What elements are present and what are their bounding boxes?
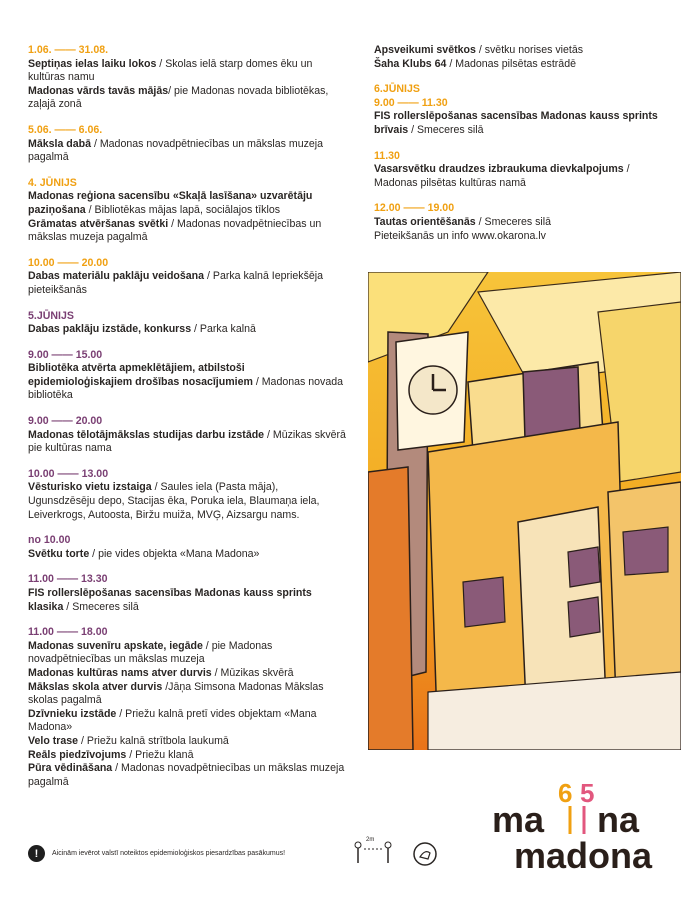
event-block bbox=[28, 124, 348, 165]
event-item bbox=[374, 216, 664, 230]
event-block bbox=[374, 44, 664, 71]
event-item bbox=[28, 640, 348, 667]
event-block bbox=[28, 257, 348, 298]
event-title: Madonas kultūras nams atver durvis bbox=[28, 666, 212, 679]
event-location: / Priežu klanā bbox=[126, 748, 194, 761]
event-location: / Smeceres silā bbox=[475, 215, 552, 228]
event-block bbox=[28, 573, 348, 614]
event-title: Mākslas skola atver durvis bbox=[28, 680, 163, 693]
event-item bbox=[28, 190, 348, 217]
event-location: / Skolas ielā starp domes ēku un kultūras namu bbox=[28, 57, 313, 84]
event-block bbox=[28, 415, 348, 456]
event-item bbox=[28, 138, 348, 165]
town-illustration bbox=[368, 272, 681, 750]
event-title: FIS rollerslēpošanas sacensības Madonas kauss sprints klasika bbox=[28, 587, 312, 613]
event-item bbox=[374, 58, 664, 72]
event-item bbox=[28, 587, 348, 614]
event-block bbox=[28, 349, 348, 403]
event-title: Tautas orientēšanās bbox=[374, 215, 476, 228]
event-location: / Madonas novadpētniecības un mākslas muzeja pagalmā bbox=[28, 137, 324, 164]
event-item bbox=[28, 429, 348, 456]
event-location: Pieteikšanās un info www.okarona.lv bbox=[374, 229, 546, 242]
event-time: 6.JŪNIJS bbox=[374, 83, 420, 96]
event-title: Madonas vārds tavās mājās bbox=[28, 84, 169, 97]
svg-text:6: 6 bbox=[558, 778, 573, 808]
event-title: Grāmatas atvēršanas svētki bbox=[28, 217, 169, 230]
svg-text:madona: madona bbox=[514, 835, 653, 872]
event-time: no 10.00 bbox=[28, 534, 71, 547]
event-location: / pie Madonas novada bibliotēkas, zaļajā zonā bbox=[28, 84, 329, 111]
event-title: FIS rollerslēpošanas sacensības Madonas kauss sprints brīvais bbox=[374, 110, 658, 136]
event-location: / Madonas novada bibliotēka bbox=[28, 375, 344, 402]
event-block bbox=[28, 626, 348, 789]
event-title: Dabas paklāju izstāde, konkurss bbox=[28, 323, 192, 336]
event-block bbox=[374, 150, 664, 191]
social-distance-icon bbox=[352, 833, 396, 872]
event-time: 10.00 —— 20.00 bbox=[28, 256, 109, 269]
event-time: 5.JŪNIJS bbox=[28, 309, 74, 322]
svg-text:5: 5 bbox=[580, 778, 595, 808]
event-title: Bibliotēka atvērta apmeklētājiem, atbilstoši epidemioloģiskajiem drošības nosacījumiem bbox=[28, 362, 253, 388]
event-time: 11.30 bbox=[374, 149, 400, 162]
event-title: Svētku torte bbox=[28, 547, 90, 560]
event-location: / Parka kalnā bbox=[191, 323, 256, 336]
event-item bbox=[28, 323, 348, 337]
svg-text:na: na bbox=[597, 799, 640, 840]
exclamation-icon: ! bbox=[28, 845, 45, 862]
event-item bbox=[28, 667, 348, 681]
event-location: / Madonas pilsētas kultūras namā bbox=[374, 163, 630, 189]
event-time: 9.00 —— 15.00 bbox=[28, 348, 103, 361]
event-title: Pūra vēdināšana bbox=[28, 762, 113, 775]
event-location: / Parka kalnā Iepriekšēja pieteikšanās bbox=[28, 270, 324, 296]
event-item bbox=[28, 362, 348, 403]
event-time: 11.00 —— 13.30 bbox=[28, 573, 108, 586]
event-item bbox=[28, 270, 348, 297]
event-location: / pie Madonas novadpētniecības un mākslas muzeja bbox=[28, 639, 273, 666]
event-location: / Priežu kalnā strītbola laukumā bbox=[78, 734, 229, 747]
event-item bbox=[28, 218, 348, 245]
event-location: / Saules iela (Pasta māja), Ugunsdzēsēju depo, Stacijas ēka, Poruka iela, Blaumaņa iela, Leiverkrogs, Autoosta, Biržu muiža, MVĢ, Aizsargu nams. bbox=[28, 481, 320, 521]
mana-madona-logo bbox=[492, 772, 672, 872]
event-item bbox=[374, 163, 664, 190]
event-item bbox=[28, 58, 348, 85]
event-item bbox=[374, 110, 664, 137]
event-title: Vēsturisko vietu izstaiga bbox=[28, 481, 152, 494]
event-title: Šaha Klubs 64 bbox=[374, 57, 447, 70]
event-item bbox=[28, 749, 348, 763]
event-time: 12.00 —— 19.00 bbox=[374, 202, 455, 215]
event-item bbox=[28, 681, 348, 708]
distance-label: 2m bbox=[366, 837, 375, 843]
event-location: / Mūzikas skvērā pie kultūras nama bbox=[28, 428, 346, 455]
event-location: / Priežu kalnā pretī vides objektam «Mana Madona» bbox=[28, 707, 317, 734]
event-location: / pie vides objekta «Mana Madona» bbox=[89, 547, 260, 560]
notice-text: Aicinām ievērot valstī noteiktos epidemioloģiskos piesardzības pasākumus! bbox=[52, 850, 286, 857]
right-column bbox=[374, 44, 664, 255]
event-title: Velo trase bbox=[28, 734, 79, 747]
event-location: /Jāņa Simsona Madonas Mākslas skolas pagalmā bbox=[28, 680, 324, 707]
event-item bbox=[28, 85, 348, 112]
event-item bbox=[374, 44, 664, 58]
event-title: Septiņas ielas laiku lokos bbox=[28, 57, 157, 70]
event-block bbox=[28, 310, 348, 337]
event-block bbox=[28, 177, 348, 245]
event-location: / svētku norises vietās bbox=[475, 44, 584, 56]
event-block bbox=[374, 83, 664, 137]
event-location: / Madonas pilsētas estrādē bbox=[446, 57, 576, 70]
event-location: / Madonas novadpētniecības un mākslas muzeja pagalmā bbox=[28, 762, 345, 788]
event-title: Dabas materiālu paklāju veidošana bbox=[28, 270, 205, 283]
event-location: / Smeceres silā bbox=[63, 600, 139, 613]
event-item bbox=[28, 762, 348, 789]
event-time: 1.06. —— 31.08. bbox=[28, 44, 109, 56]
event-time: 9.00 —— 11.30 bbox=[374, 96, 448, 109]
event-item bbox=[28, 481, 348, 522]
event-title: Apsveikumi svētkos bbox=[374, 44, 476, 56]
event-title: Madonas reģiona sacensību «Skaļā lasīšana» uzvarētāju paziņošana bbox=[28, 190, 313, 216]
event-block bbox=[28, 468, 348, 522]
event-block bbox=[28, 44, 348, 112]
safety-icons bbox=[352, 833, 438, 872]
event-item bbox=[28, 548, 348, 562]
event-location: / Mūzikas skvērā bbox=[211, 666, 294, 679]
event-title: Madonas suvenīru apskate, iegāde bbox=[28, 639, 203, 652]
event-location: / Bibliotēkas mājas lapā, sociālajos tīklos bbox=[85, 203, 281, 216]
event-time: 4. JŪNIJS bbox=[28, 176, 77, 189]
event-item bbox=[374, 230, 664, 244]
notice-row bbox=[28, 845, 285, 862]
event-title: Vasarsvētku draudzes izbraukuma dievkalpojums bbox=[374, 163, 624, 176]
event-time: 11.00 —— 18.00 bbox=[28, 626, 108, 639]
event-location: / Madonas novadpētniecības un mākslas muzeja pagalmā bbox=[28, 217, 322, 244]
event-title: Dzīvnieku izstāde bbox=[28, 707, 117, 720]
event-title: Reāls piedzīvojums bbox=[28, 748, 127, 761]
event-item bbox=[28, 735, 348, 749]
event-location: / Smeceres silā bbox=[408, 123, 484, 136]
event-item bbox=[28, 708, 348, 735]
left-column bbox=[28, 44, 348, 801]
event-title: Māksla dabā bbox=[28, 137, 92, 150]
svg-text:ma: ma bbox=[492, 799, 545, 840]
event-time: 5.06. —— 6.06. bbox=[28, 123, 103, 136]
event-block bbox=[374, 202, 664, 243]
event-time: 10.00 —— 13.00 bbox=[28, 467, 109, 480]
event-title: Madonas tēlotājmākslas studijas darbu izstāde bbox=[28, 428, 265, 441]
event-block bbox=[28, 534, 348, 561]
event-time: 9.00 —— 20.00 bbox=[28, 415, 103, 428]
hand-wash-icon bbox=[412, 841, 438, 872]
